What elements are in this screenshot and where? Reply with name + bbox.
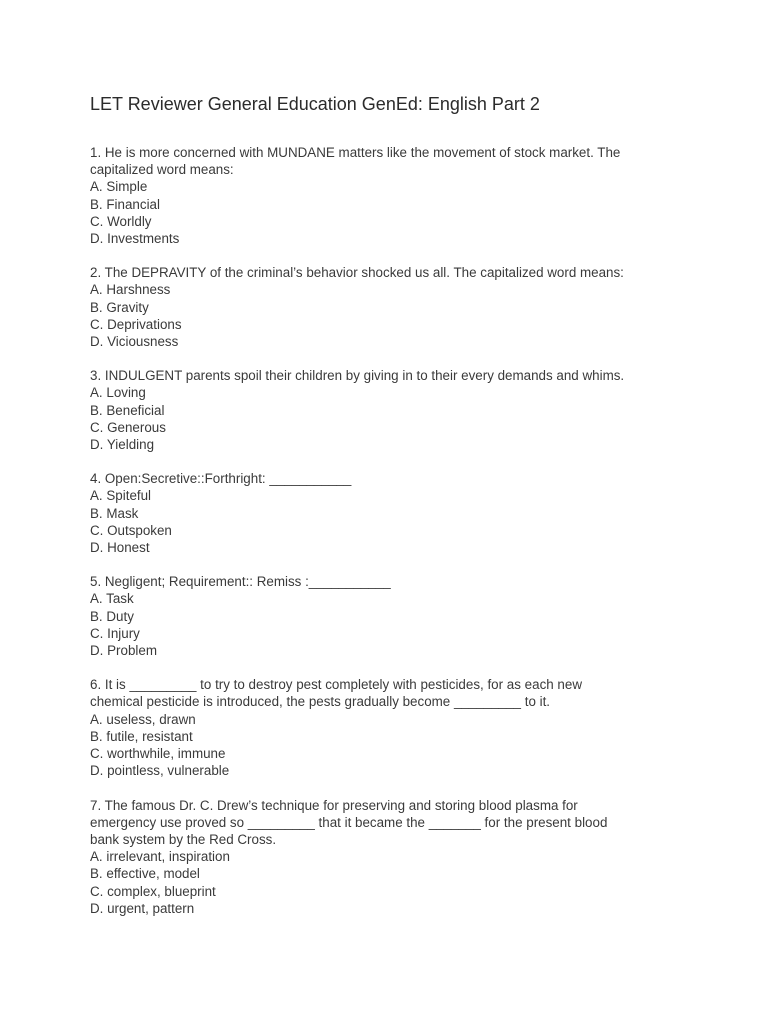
question-text: 5. Negligent; Requirement:: Remiss :___________ bbox=[90, 574, 391, 590]
choice-b: B. Beneficial bbox=[90, 402, 165, 418]
question-4 bbox=[90, 470, 690, 556]
question-6 bbox=[90, 676, 690, 779]
choice-b: B. futile, resistant bbox=[90, 728, 193, 744]
question-3 bbox=[90, 367, 690, 453]
question-list bbox=[90, 144, 690, 934]
choice-c: C. worthwhile, immune bbox=[90, 746, 226, 762]
question-text: 4. Open:Secretive::Forthright: ___________ bbox=[90, 471, 352, 487]
question-text: 1. He is more concerned with MUNDANE matters like the movement of stock market. The bbox=[90, 145, 621, 160]
choice-c: C. Deprivations bbox=[90, 316, 182, 332]
choice-d: D. Viciousness bbox=[90, 334, 179, 350]
choice-c: C. Injury bbox=[90, 625, 140, 641]
question-text: 2. The DEPRAVITY of the criminal’s behavior shocked us all. The capitalized word means: bbox=[90, 265, 624, 281]
question-text: capitalized word means: bbox=[90, 162, 234, 178]
choice-d: D. pointless, vulnerable bbox=[90, 763, 230, 779]
choice-c: C. Outspoken bbox=[90, 522, 172, 538]
question-text: emergency use proved so _________ that it became the _______ for the present blood bbox=[90, 814, 608, 830]
choice-c: C. Worldly bbox=[90, 213, 152, 229]
choice-d: D. Investments bbox=[90, 231, 180, 247]
choice-b: B. Mask bbox=[90, 505, 139, 521]
choice-d: D. Yielding bbox=[90, 437, 155, 453]
question-text: chemical pesticide is introduced, the pests gradually become _________ to it. bbox=[90, 694, 551, 710]
choice-d: D. Honest bbox=[90, 540, 150, 556]
document-title: LET Reviewer General Education GenEd: English Part 2 bbox=[90, 94, 540, 114]
choice-c: C. Generous bbox=[90, 419, 166, 435]
choice-d: D. urgent, pattern bbox=[90, 900, 195, 916]
choice-b: B. effective, model bbox=[90, 866, 200, 882]
choice-b: B. Financial bbox=[90, 196, 160, 212]
choice-c: C. complex, blueprint bbox=[90, 883, 216, 899]
choice-a: A. useless, drawn bbox=[90, 711, 196, 727]
question-7 bbox=[90, 797, 690, 917]
choice-d: D. Problem bbox=[90, 643, 157, 659]
choice-a: A. Loving bbox=[90, 385, 146, 401]
question-text: 6. It is _________ to try to destroy pest completely with pesticides, for as each new bbox=[90, 677, 582, 693]
choice-a: A. irrelevant, inspiration bbox=[90, 849, 230, 865]
question-5 bbox=[90, 573, 690, 659]
question-text: 3. INDULGENT parents spoil their children by giving in to their every demands and whims. bbox=[90, 368, 625, 384]
question-2 bbox=[90, 264, 690, 350]
question-1 bbox=[90, 144, 690, 247]
choice-a: A. Task bbox=[90, 591, 134, 607]
choice-a: A. Spiteful bbox=[90, 488, 152, 504]
choice-b: B. Duty bbox=[90, 608, 134, 624]
choice-a: A. Simple bbox=[90, 179, 148, 195]
question-text: 7. The famous Dr. C. Drew’s technique for preserving and storing blood plasma for bbox=[90, 797, 578, 813]
question-text: bank system by the Red Cross. bbox=[90, 831, 277, 847]
choice-b: B. Gravity bbox=[90, 299, 149, 315]
choice-a: A. Harshness bbox=[90, 282, 171, 298]
